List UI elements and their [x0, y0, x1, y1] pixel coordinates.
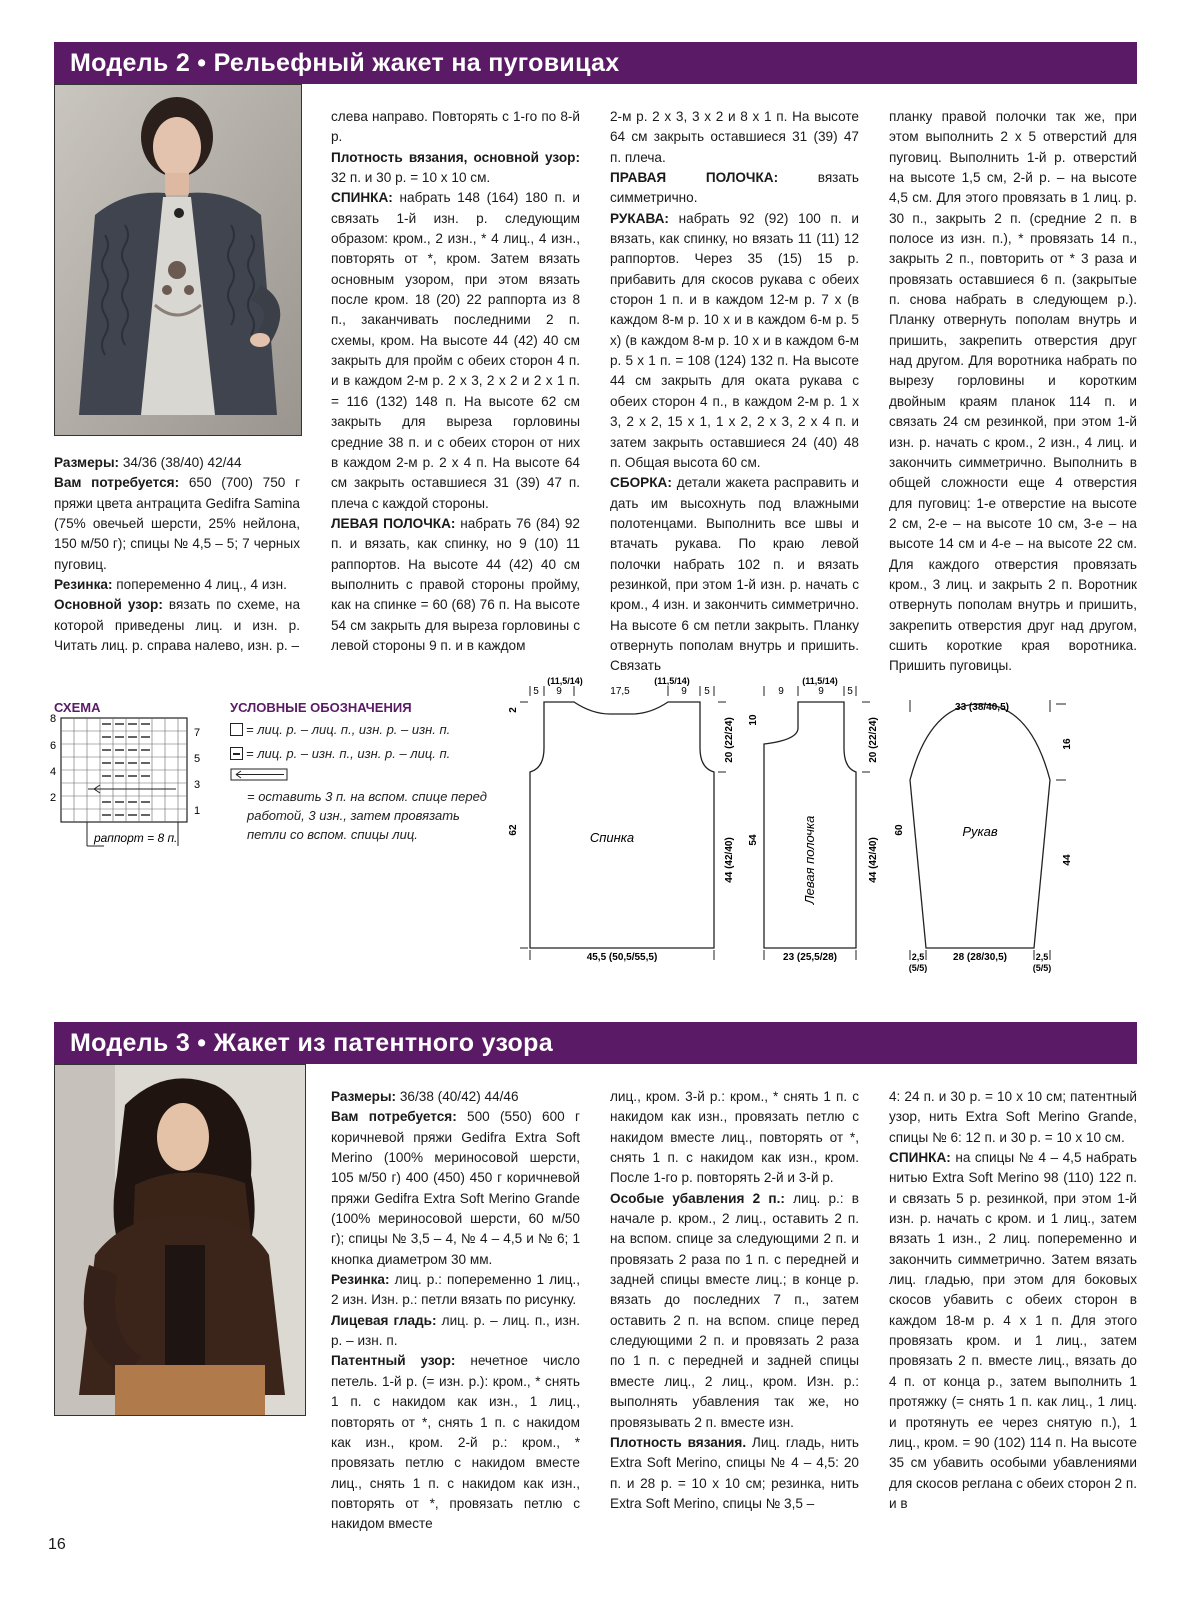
- sleeve-cap: 16: [1062, 738, 1073, 750]
- model2-column-1: [54, 453, 300, 663]
- back-width: 45,5 (50,5/55,5): [586, 952, 658, 963]
- model3-c1-lbl-2: Резинка:: [331, 1272, 390, 1288]
- model3-c3-lbl-1: СПИНКА:: [889, 1150, 951, 1166]
- sleeve-top: 33 (38/40,5): [955, 702, 1009, 713]
- sleeve-bottom-side-right: 2,5: [1035, 952, 1049, 962]
- front-top-0: 9: [778, 686, 784, 697]
- model2-c2-txt-1: 32 п. и 30 р. = 10 x 10 см.: [331, 170, 491, 186]
- model3-c1-txt-3: лиц. р. – лиц. п., изн. р. – изн. п.: [331, 1312, 580, 1349]
- model3-c2-lbl-1: Особые убавления 2 п.:: [610, 1190, 785, 1206]
- model3-c2-txt-2: Лиц. гладь, нить Extra Soft Merino, спицы № 4 – 4,5: 20 п. и 28 р. = 10 x 10 см; резинка, нить Extra Soft Merino, спицы № 3,5 –: [610, 1434, 859, 1511]
- front-piece-name: Левая полочка: [802, 815, 817, 905]
- model2-column-4: [889, 107, 1137, 674]
- model2-c1-lbl-2: Резинка:: [54, 577, 113, 593]
- model3-c1-lbl-0: Размеры:: [331, 1089, 397, 1104]
- legend-item-knit: [230, 720, 500, 739]
- back-top-4: (11,5/14): [654, 676, 690, 686]
- model2-c4-txt-0: планку правой полочки так же, при этом выполнить 2 x 5 отверстий для пуговиц. Выполнить 1-й р. отверстий на высоте 1,5 см, 2-й р. – на высоте 4,5 см. Для этого провязать в 1 лиц. р. 30 п., закрыть 2 п. (средние 2 п. в полосе из изн. п.), * провязать 14 п., закрыть 2 п., повторить от * 3 раза и провязать оставшиеся 6 п. (закрытые п. снова набрать в следующем р.). Планку отвернуть пополам внутрь и пришить, закрепить отверстия друг над другом. Для воротника набрать по вырезу горловины и коротким двойным краям планок 114 п. и связать 24 см резинкой, при этом 1-й изн. р. начать с кром., 2 изн., 4 лиц. и закончить симметрично. Выполнить в общей сложности еще 4 отверстия для пуговиц: 1-е отверстие на высоте 2 см, 2-е – на высоте 10 см, 3-е – на высоте 14 см и 4-е – на высоте 22 см. Для каждого отверстия провязать кром., 3 лиц. и закрыть 2 п. Воротник отвернуть пополам внутрь и пришить, закрепить отверстия друг над другом, сшить короткие края воротника. Пришить пуговицы.: [889, 109, 1137, 674]
- row-label-left-1: 6: [49, 740, 57, 752]
- front-top-2: 9: [818, 686, 824, 697]
- model2-c3-txt-3: детали жакета расправить и дать им высохнуть под влажными полотенцами. Выполнить все швы и втачать рукава. По краю левой полочки набрать 102 п. и вязать резинкой, при этом 1-й изн. р. начать с кром., 4 изн. и закончить симметрично. На высоте 6 см петли закрыть. Планку отвернуть пополам внутрь и пришить. Связать: [610, 475, 859, 674]
- legend-item-purl: [230, 744, 500, 763]
- legend-title: УСЛОВНЫЕ ОБОЗНАЧЕНИЯ: [230, 700, 412, 715]
- back-top-0: 5: [533, 686, 539, 697]
- legend-item-cable: [230, 768, 500, 844]
- model3-photo: [54, 1064, 306, 1416]
- model3-c1-txt-1: 500 (550) 600 г коричневой пряжи Gedifra Extra Soft Merino (100% мериносовой шерсти, 105 м/50 г) 400 (450) 450 г коричневой пряжи Gedifra Extra Soft Merino Grande (100% мериносовой шерсти, 60 м/50 г); спицы № 3,5 – 4, № 4 – 4,5 и № 6; 1 кнопка диаметром 30 мм.: [331, 1109, 580, 1267]
- model3-c1-lbl-3: Лицевая гладь:: [331, 1312, 437, 1328]
- back-top-1: (11,5/14): [547, 676, 583, 686]
- back-armhole: 20 (22/24): [724, 717, 735, 763]
- row-label-right-3: 1: [193, 805, 201, 817]
- model3-c3-txt-0: 4: 24 п. и 30 р. = 10 x 10 см; патентный узор, нить Extra Soft Merino Grande, спицы № 6: 12 п. и 30 р. = 10 x 10 см.: [889, 1089, 1137, 1145]
- model2-c1-lbl-3: Основной узор:: [54, 597, 163, 613]
- model2-c3-txt-2: набрать 92 (92) 100 п. и вязать, как спинку, но вязать 11 (11) 12 раппортов. Через 35 (15) 15 р. прибавить для скосов рукава с обеих сторон 1 п. и в каждом 12-м р. 7 x (в каждом 8-м р. 10 x и в каждом 6-м р. 5 x) (в каждом 8-м р. 10 x и в каждом 6-м р. 5 x 1 п. = 108 (124) 132 п. На высоте 44 см закрыть для оката рукава с обеих сторон 4 п., в каждом 2-м р. 1 x 3, 2 x 2, 15 x 1, 1 x 2, 2 x 3, 2 x 4 п. и затем закрыть оставшиеся 24 (40) 48 п. Общая высота 60 см.: [610, 210, 859, 470]
- schema-title: СХЕМА: [54, 700, 101, 715]
- model2-column-2: [331, 107, 580, 667]
- sleeve-height: 60: [894, 824, 905, 836]
- model2-c2-lbl-1: Плотность вязания, основной узор:: [331, 149, 580, 165]
- model2-c3-lbl-3: СБОРКА:: [610, 475, 672, 491]
- sleeve-piece-name: Рукав: [962, 824, 998, 839]
- front-neck: 10: [748, 714, 759, 726]
- sleeve-bottom-side-left-sizes: (5/5): [908, 963, 928, 973]
- model2-c1-txt-1: 650 (700) 750 г пряжи цвета антрацита Gedifra Samina (75% овечьей шерсти, 25% нейлона, 150 м/50 г); спицы № 4,5 – 5; 7 черных пуговиц.: [54, 475, 300, 572]
- back-top-3: 17,5: [610, 686, 630, 697]
- front-lower: 44 (42/40): [868, 837, 879, 883]
- repeat-label: раппорт = 8 п.: [94, 831, 178, 845]
- model2-c2-lbl-2: СПИНКА:: [331, 190, 393, 206]
- model2-photo: [54, 84, 302, 436]
- model2-column-3: [610, 107, 859, 674]
- row-label-left-2: 4: [49, 766, 57, 778]
- page-number: 16: [48, 1536, 66, 1553]
- legend-item-purl-text: = лиц. р. – изн. п., изн. р. – лиц. п.: [246, 746, 451, 761]
- model2-c1-txt-3: вязать по схеме, на которой приведены лиц. и изн. р. Читать лиц. р. справа налево, изн. р. –: [54, 597, 300, 654]
- knitting-chart: [44, 714, 224, 854]
- model2-c2-txt-2: набрать 148 (164) 180 п. и связать 1-й изн. р. следующим образом: кром., 2 изн., * 4 лиц., 4 изн., повторять от *, кром. Затем вязать основным узором, при этом вязать после кром. 18 (20) 22 раппорта из 8 п., заканчивать последними 2 п. схемы, кром. На высоте 44 (42) 40 см закрыть для пройм с обеих сторон 4 п. и в каждом 2-м р. 2 x 3, 2 x 2 и 2 x 1 п. = 116 (132) 148 п. На высоте 62 см закрыть для выреза горловины средние 38 п. и с обеих сторон от них в каждом 2-м р. 2 x 4 п. На высоте 64 см закрыть оставшиеся 31 (39) 47 п. плеча с каждой стороны.: [331, 190, 580, 511]
- model3-column-2: [610, 1087, 859, 1517]
- model3-c1-txt-2: лиц. р.: попеременно 1 лиц., 2 изн. Изн. р.: петли вязать по рисунку.: [331, 1272, 580, 1308]
- model3-column-3: [889, 1087, 1137, 1517]
- front-armhole: 20 (22/24): [868, 717, 879, 763]
- back-top-2: 9: [556, 686, 562, 697]
- front-width: 23 (25,5/28): [783, 952, 837, 963]
- model3-c3-txt-1: на спицы № 4 – 4,5 набрать нитью Extra Soft Merino 98 (110) 122 п. и связать 5 р. резинкой, при этом 1-й изн. р. начать с кром. и 1 лиц., затем вязать 1 изн., 2 лиц. попеременно и закончить симметрично. Затем вязать лиц. гладью, при этом для боковых скосов убавить с обеих сторон в каждом 18-м р. 4 x 1 п. Для этого провязать кром. и 1 лиц., затем провязать 2 п. вместе лиц., вязать до 4 п. от конца р., затем выполнить 1 протяжку (= снять 1 п. как лиц., 1 лиц. и протянуть ее через снятую п.), 1 лиц., кром. = 90 (102) 114 п. На высоте 35 см убавить особыми убавлениями для скосов реглана с обеих сторон 2 п. и в: [889, 1150, 1137, 1511]
- legend-item-cable-text: = оставить 3 п. на вспом. спице перед работой, 3 изн., затем провязать петли со вспом. спицы лиц.: [247, 789, 487, 842]
- model2-c3-lbl-2: РУКАВА:: [610, 210, 669, 226]
- back-piece-name: Спинка: [589, 830, 635, 845]
- back-height: 62: [508, 824, 519, 836]
- model3-title-banner: [54, 1022, 1137, 1064]
- front-top-3: 5: [847, 686, 853, 697]
- model2-c3-txt-0: 2-м р. 2 x 3, 3 x 2 и 8 x 1 п. На высоте 64 см закрыть оставшиеся 31 (39) 47 п. плеча.: [610, 109, 859, 165]
- model2-title: Модель 2 • Рельефный жакет на пуговицах: [70, 48, 620, 77]
- model2-c2-txt-3: набрать 76 (84) 92 п. и вязать, как спинку, но 9 (10) 11 раппортов. На высоте 44 (42) 40 см выполнить с правой стороны пройму, как на спинке = 60 (68) 76 п. На высоте 54 см закрыть для выреза горловины с левой стороны 9 п. и в каждом: [331, 515, 580, 653]
- model2-c3-txt-1: вязать симметрично.: [610, 170, 859, 206]
- model2-c1-lbl-1: Вам потребуется:: [54, 475, 180, 491]
- model2-c2-txt-0: слева направо. Повторять с 1-го по 8-й р.: [331, 109, 580, 145]
- model3-c2-txt-1: лиц. р.: в начале р. кром., 2 лиц., оставить 2 п. на вспом. спице за следующими 2 п. и провязать 2 раза по 1 п. с передней и задней спицы вместе лиц.; в конце р. вязать до последних 7 п., затем оставить 2 п. на вспом. спице перед следующими 2 п. и провязать 2 раза по 1 п. с передней и задней спицы вместе лиц., 2 лиц., кром. Изн. р.: выполнять убавления так же, но провязывать 2 п. вместе изн.: [610, 1190, 859, 1430]
- model2-c1-lbl-0: Размеры:: [54, 455, 120, 470]
- back-piece-outline: [530, 702, 714, 948]
- front-top-1: (11,5/14): [802, 676, 838, 686]
- model3-c1-lbl-1: Вам потребуется:: [331, 1109, 457, 1125]
- brown-jacket-photo-icon: [55, 1065, 305, 1415]
- model3-title: Модель 3 • Жакет из патентного узора: [70, 1028, 553, 1057]
- row-label-right-1: 5: [193, 753, 201, 765]
- back-neck: 2: [508, 707, 519, 713]
- model3-c2-lbl-2: Плотность вязания.: [610, 1434, 747, 1450]
- sleeve-bottom-side-left: 2,5: [911, 952, 925, 962]
- model2-title-banner: [54, 42, 1137, 84]
- row-label-left-3: 2: [49, 792, 57, 804]
- sleeve-bottom: 28 (28/30,5): [953, 952, 1007, 963]
- row-label-right-0: 7: [193, 727, 201, 739]
- legend: [230, 720, 500, 844]
- row-label-left-0: 8: [49, 713, 57, 725]
- sleeve-bottom-side-right-sizes: (5/5): [1032, 963, 1052, 973]
- model3-c1-txt-4: нечетное число петель. 1-й р. (= изн. р.): кром., * снять 1 п. с накидом как изн., 1 лиц., повторять от *, снять 1 п. с накидом как изн., кром. 2-й р.: кром., * провязать петлю с накидом вместе лиц., снять 1 п. с накидом как изн., повторять от *, провязать петлю с накидом вместе: [331, 1353, 580, 1532]
- pattern-pieces-diagram: [500, 676, 1140, 990]
- legend-item-knit-text: = лиц. р. – лиц. п., изн. р. – изн. п.: [246, 722, 451, 737]
- model3-column-1: [331, 1087, 580, 1532]
- back-top-5: 9: [681, 686, 687, 697]
- chart-grid: [61, 718, 187, 846]
- row-label-right-2: 3: [193, 779, 201, 791]
- model2-c2-lbl-3: ЛЕВАЯ ПОЛОЧКА:: [331, 515, 456, 531]
- front-height: 54: [748, 834, 759, 846]
- model2-c1-txt-0: 34/36 (38/40) 42/44: [119, 455, 242, 470]
- model2-c1-txt-2: попеременно 4 лиц., 4 изн.: [112, 577, 287, 593]
- back-top-6: 5: [704, 686, 710, 697]
- back-lower: 44 (42/40): [724, 837, 735, 883]
- sleeve-lower: 44: [1062, 854, 1073, 866]
- model3-c2-txt-0: лиц., кром. 3-й р.: кром., * снять 1 п. с накидом как изн., провязать петлю с накидом вместе лиц., повторять от *, снять 1 п. с накидом как изн., кром. После 1-го р. повторять 2-й и 3-й р.: [610, 1089, 859, 1186]
- model3-c1-txt-0: 36/38 (40/42) 44/46: [396, 1089, 519, 1104]
- purl-symbol-icon: [230, 747, 243, 760]
- model3-c1-lbl-4: Патентный узор:: [331, 1353, 456, 1369]
- knit-symbol-icon: [230, 723, 243, 736]
- cable-symbol-icon: [230, 768, 290, 782]
- dark-knit-jacket-photo-icon: [55, 85, 301, 435]
- model2-c3-lbl-1: ПРАВАЯ ПОЛОЧКА:: [610, 170, 779, 186]
